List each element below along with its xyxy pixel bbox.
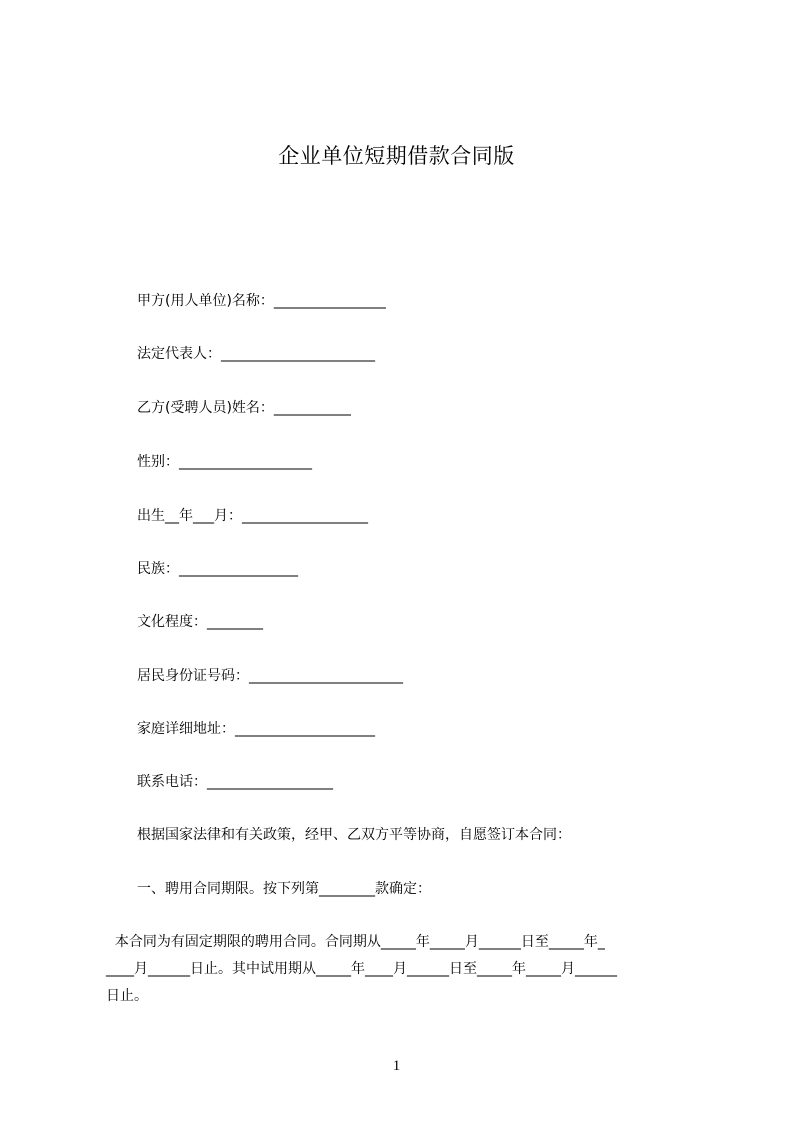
home-address-field: 家庭详细地址：____________________ bbox=[137, 721, 375, 737]
section-1-body-line-3: 日止。 bbox=[106, 988, 148, 1004]
party-a-name-field: 甲方(用人单位)名称：________________ bbox=[137, 293, 386, 309]
page-number: 1 bbox=[392, 1058, 401, 1074]
section-1-body-line-2: ____月______日止。其中试用期从_____年____月______日至_____年_____月______ bbox=[106, 961, 617, 977]
document-title: 企业单位短期借款合同版 bbox=[278, 144, 515, 168]
gender-field: 性别：___________________ bbox=[137, 454, 312, 470]
section-1-body-line-1: 本合同为有固定期限的聘用合同。合同期从_____年_____月______日至_____年_ bbox=[106, 934, 605, 950]
section-1-heading: 一、聘用合同期限。按下列第________款确定： bbox=[137, 881, 431, 897]
ethnicity-field: 民族：_________________ bbox=[137, 561, 298, 577]
party-b-name-field: 乙方(受聘人员)姓名：___________ bbox=[137, 400, 351, 416]
legal-representative-field: 法定代表人：______________________ bbox=[137, 346, 375, 362]
birth-date-field: 出生__年___月：__________________ bbox=[137, 508, 368, 524]
education-field: 文化程度：________ bbox=[137, 614, 263, 630]
intro-paragraph: 根据国家法律和有关政策，经甲、乙双方平等协商，自愿签订本合同： bbox=[137, 827, 571, 843]
id-number-field: 居民身份证号码：______________________ bbox=[137, 668, 403, 684]
phone-field: 联系电话：__________________ bbox=[137, 774, 333, 790]
